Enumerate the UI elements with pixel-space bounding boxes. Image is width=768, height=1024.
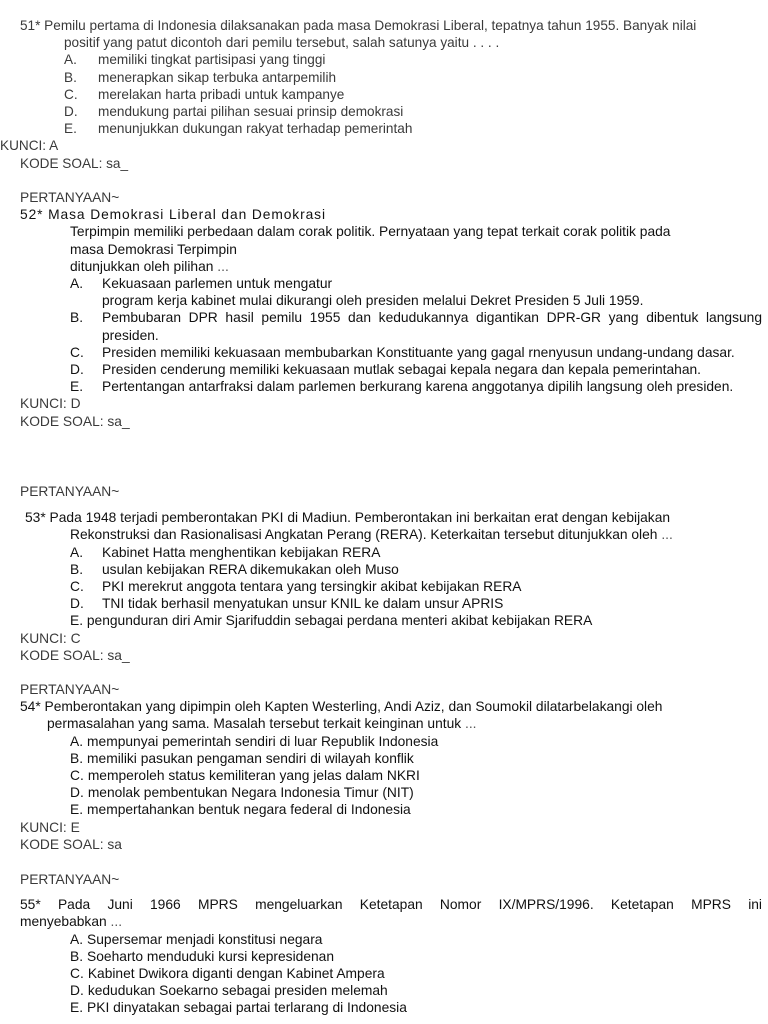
option-letter: C. — [70, 768, 84, 784]
option-a — [20, 733, 762, 750]
question-stem-continued — [20, 526, 762, 543]
question-code: KODE SOAL: sa_ — [20, 647, 130, 663]
option-e — [20, 378, 762, 395]
option-c — [20, 578, 762, 595]
question-stem — [20, 223, 762, 275]
option-c — [20, 767, 762, 784]
option-text: Pertentangan antarfraksi dalam parlemen berkurang karena anggotanya dipilih langsung oleh presiden. — [102, 379, 734, 395]
option-text: menerapkan sikap terbuka antarpemilih — [98, 69, 337, 85]
option-b — [20, 561, 762, 578]
option-d — [20, 595, 762, 612]
option-text: Presiden memiliki kekuasaan membubarkan Konstituante yang gagal rnenyusun undang-undang dasar. — [102, 344, 735, 360]
option-d — [20, 103, 760, 120]
option-a — [20, 544, 762, 561]
stem-text: permasalahan yang sama. Masalah tersebut terkait keinginan untuk — [47, 716, 462, 732]
question-stem-continued — [20, 715, 762, 732]
question-stem: 55* Pada Juni 1966 MPRS mengeluarkan Ketetapan Nomor IX/MPRS/1996. Ketetapan MPRS ini — [20, 897, 762, 913]
option-a — [20, 275, 762, 292]
option-letter: D. — [70, 785, 84, 801]
question-code: KODE SOAL: sa_ — [20, 413, 130, 429]
ellipsis: ... — [217, 258, 229, 274]
option-letter: D. — [64, 104, 78, 120]
question-stem-continued — [20, 913, 762, 930]
option-text: TNI tidak berhasil menyatukan unsur KNIL ke dalam unsur APRIS — [102, 596, 504, 612]
stem-text: menyebabkan — [20, 914, 107, 930]
option-text: mendukung partai pilihan sesuai prinsip demokrasi — [98, 104, 404, 120]
option-letter: A. — [70, 276, 84, 292]
option-letter: D. — [70, 362, 84, 378]
option-letter: B. — [64, 69, 77, 85]
option-letter: E. — [70, 379, 84, 395]
option-text: Soeharto menduduki kursi kepresidenan — [87, 948, 335, 964]
question-stem: 53* Pada 1948 terjadi pemberontakan PKI di Madiun. Pemberontakan ini berkaitan erat dengan kebijakan — [25, 510, 671, 526]
option-letter: E. — [64, 121, 77, 137]
option-text: Kabinet Dwikora diganti dengan Kabinet Ampera — [87, 966, 385, 982]
stem-text: ditunjukkan oleh pilihan — [70, 258, 214, 274]
option-letter: C. — [64, 86, 78, 102]
option-letter: A. — [64, 52, 77, 68]
question-code: KODE SOAL: sa — [20, 836, 122, 852]
answer-key: KUNCI: E — [20, 819, 80, 835]
option-text: menunjukkan dukungan rakyat terhadap pemerintah — [98, 121, 413, 137]
stem-line: Terpimpin memiliki perbedaan dalam corak politik. Pernyataan yang tepat terkait corak politik pada — [70, 224, 671, 240]
answer-key: KUNCI: D — [20, 396, 81, 412]
option-text: Kekuasaan parlemen untuk mengatur — [102, 276, 333, 292]
option-a-continued — [20, 292, 762, 309]
ellipsis: ... — [110, 914, 123, 930]
option-letter: C. — [70, 344, 84, 360]
option-d — [20, 361, 762, 378]
option-e — [20, 801, 762, 818]
option-text: memiliki pasukan pengaman sendiri di wilayah konflik — [87, 750, 414, 766]
option-letter: B. — [70, 750, 84, 766]
option-d — [20, 784, 762, 801]
option-letter: B. — [70, 948, 84, 964]
option-e: E. pengunduran diri Amir Sjarifuddin sebagai perdana menteri akibat kebijakan RERA — [70, 613, 593, 629]
option-text: usulan kebijakan RERA dikemukakan oleh Muso — [102, 561, 399, 577]
option-a — [20, 931, 762, 948]
option-b — [20, 948, 762, 965]
question-53 — [20, 483, 762, 664]
stem-text: Rekonstruksi dan Rasionalisasi Angkatan Perang (RERA). Keterkaitan tersebut ditunjukkan oleh — [70, 527, 658, 543]
question-title: 52* Masa Demokrasi Liberal dan Demokrasi — [20, 207, 326, 223]
option-text: menolak pembentukan Negara Indonesia Timur (NIT) — [87, 785, 414, 801]
option-letter: D. — [70, 983, 84, 999]
question-55 — [20, 871, 762, 1017]
option-letter: A. — [70, 544, 84, 560]
question-54 — [20, 681, 762, 853]
option-b — [20, 750, 762, 767]
stem-line-with-ellipsis — [70, 258, 762, 275]
answer-key: KUNCI: C — [20, 630, 81, 646]
option-e — [20, 999, 762, 1016]
ellipsis: ... — [661, 527, 673, 543]
option-letter — [70, 292, 102, 309]
question-label: PERTANYAAN~ — [20, 484, 120, 499]
option-c — [20, 965, 762, 982]
question-51 — [0, 17, 760, 172]
option-text: Supersemar menjadi konstitusi negara — [87, 931, 323, 947]
option-b — [20, 69, 760, 86]
option-letter: C. — [70, 966, 84, 982]
option-c — [20, 344, 762, 361]
option-letter: C. — [70, 579, 84, 595]
question-label: PERTANYAAN~ — [20, 190, 120, 205]
question-label: PERTANYAAN~ — [20, 682, 120, 697]
option-letter: B. — [70, 310, 84, 326]
option-text: Pembubaran DPR hasil pemilu 1955 dan kedudukannya digantikan DPR-GR yang dibentuk langsung presiden. — [102, 310, 762, 343]
option-b — [20, 309, 762, 343]
option-e — [20, 120, 760, 137]
question-label: PERTANYAAN~ — [20, 872, 120, 887]
option-text: memperoleh status kemiliteran yang jelas dalam NKRI — [87, 768, 420, 784]
option-text: kedudukan Soekarno sebagai presiden melemah — [87, 983, 388, 999]
stem-line: masa Demokrasi Terpimpin — [70, 241, 237, 257]
option-letter: E. — [70, 802, 84, 818]
question-stem: 51* Pemilu pertama di Indonesia dilaksanakan pada masa Demokrasi Liberal, tepatnya tahun 1955. Banyak nilai — [20, 18, 697, 33]
option-text: mempertahankan bentuk negara federal di Indonesia — [87, 802, 411, 818]
option-text: PKI dinyatakan sebagai partai terlarang di Indonesia — [87, 1000, 407, 1016]
question-stem-continued: positif yang patut dicontoh dari pemilu tersebut, salah satunya yaitu . . . . — [64, 35, 500, 51]
question-stem: 54* Pemberontakan yang dipimpin oleh Kapten Westerling, Andi Aziz, dan Soumokil dilatarbelakangi oleh — [20, 699, 663, 715]
option-letter: E. — [70, 1000, 84, 1016]
option-c — [20, 86, 760, 103]
option-text: memiliki tingkat partisipasi yang tinggi — [98, 52, 326, 68]
option-letter: A. — [70, 733, 84, 749]
option-a — [20, 51, 760, 68]
option-text: program kerja kabinet mulai dikurangi oleh presiden melalui Dekret Presiden 5 Juli 1959. — [102, 293, 644, 309]
question-code: KODE SOAL: sa_ — [20, 155, 129, 171]
option-text: Kabinet Hatta menghentikan kebijakan RERA — [102, 544, 381, 560]
answer-key: KUNCI: A — [0, 138, 59, 154]
option-d — [20, 982, 762, 999]
option-text: PKI merekrut anggota tentara yang tersingkir akibat kebijakan RERA — [102, 579, 522, 595]
option-text: merelakan harta pribadi untuk kampanye — [98, 86, 345, 102]
option-letter: B. — [70, 561, 84, 577]
question-52 — [20, 189, 762, 430]
option-letter: A. — [70, 931, 84, 947]
option-text: Presiden cenderung memiliki kekuasaan mutlak sebagai kepala negara dan kepala pemerintahan. — [102, 362, 702, 378]
option-text: mempunyai pemerintah sendiri di luar Republik Indonesia — [87, 733, 439, 749]
ellipsis: ... — [465, 716, 477, 732]
option-letter: D. — [70, 596, 84, 612]
